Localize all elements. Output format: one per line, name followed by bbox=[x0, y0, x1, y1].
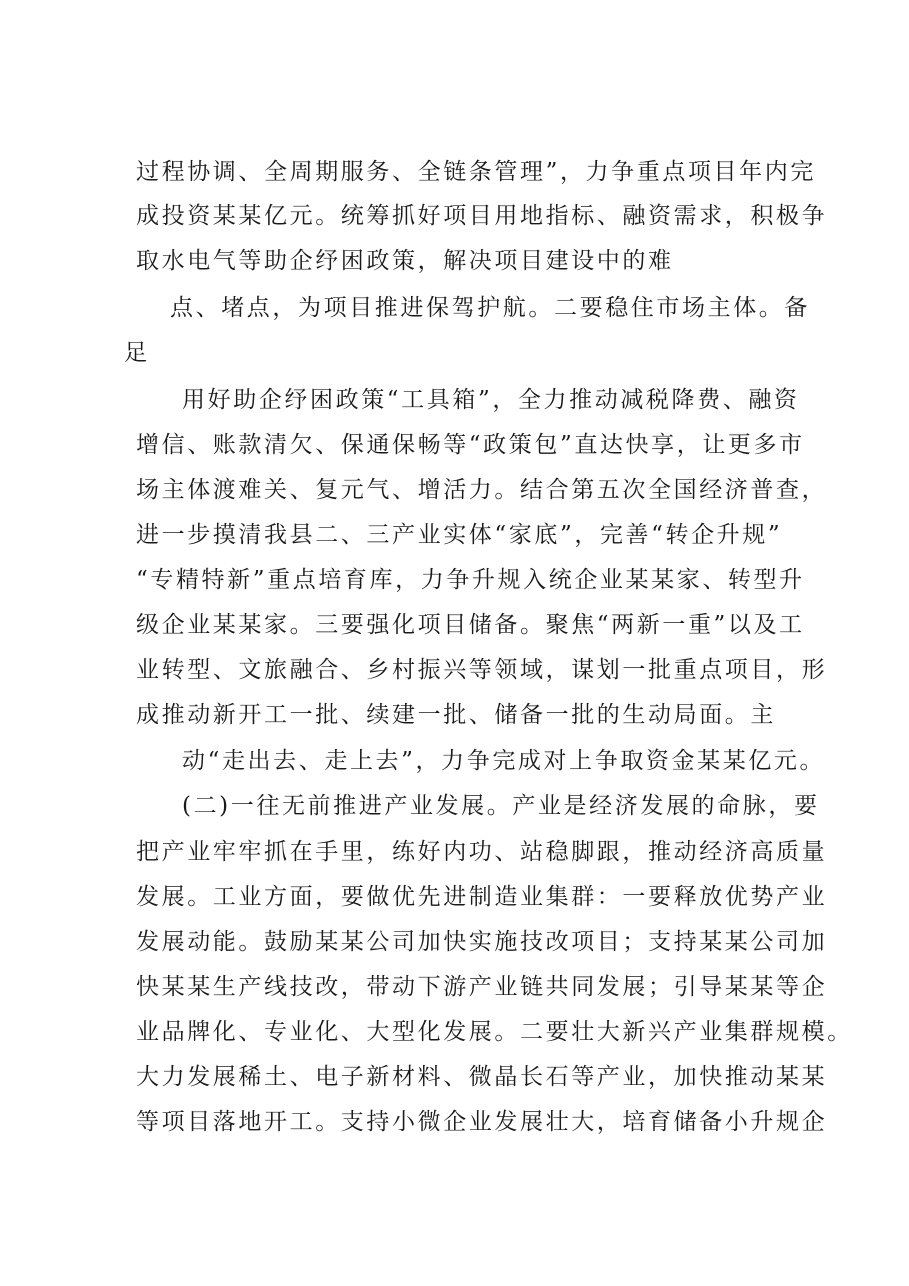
text-line: 动“走出去、走上去”，力争完成对上争取资金某某亿元。 bbox=[182, 748, 826, 774]
text-line: 用好助企纾困政策“工具箱”，全力推动减税降费、融资 bbox=[182, 387, 800, 413]
text-line: 取水电气等助企纾困政策，解决项目建设中的难 bbox=[136, 248, 674, 274]
text-line: 进一步摸清我县二、三产业实体“家底”，完善“转企升规” bbox=[136, 522, 783, 548]
text-line: 业转型、文旅融合、乡村振兴等领域，谋划一批重点项目，形 bbox=[136, 657, 828, 683]
text-line: 把产业牢牢抓在手里，练好内功、站稳脚跟，推动经济高质量 bbox=[136, 839, 828, 865]
text-line: 发展动能。鼓励某某公司加快实施技改项目；支持某某公司加 bbox=[136, 929, 828, 955]
text-line: 业品牌化、专业化、大型化发展。二要壮大新兴产业集群规模。 bbox=[136, 1019, 853, 1045]
text-line: 级企业某某家。三要强化项目储备。聚焦“两新一重”以及工 bbox=[136, 612, 805, 638]
text-line: 场主体渡难关、复元气、增活力。结合第五次全国经济普查， bbox=[136, 477, 828, 503]
text-line: 足 bbox=[124, 340, 150, 366]
text-line: 点、堵点，为项目推进保驾护航。二要稳住市场主体。备 bbox=[170, 295, 810, 321]
text-line: 发展。工业方面，要做优先进制造业集群：一要释放优势产业 bbox=[136, 884, 828, 910]
text-line: (二)一往无前推进产业发展。产业是经济发展的命脉，要 bbox=[182, 793, 820, 819]
text-line: 增信、账款清欠、保通保畅等“政策包”直达快享，让更多市 bbox=[136, 432, 805, 458]
text-line: 成推动新开工一批、续建一批、储备一批的生动局面。主 bbox=[136, 702, 776, 728]
text-line: “专精特新”重点培育库，力争升规入统企业某某家、转型升 bbox=[136, 567, 805, 593]
text-line: 成投资某某亿元。统筹抓好项目用地指标、融资需求，积极争 bbox=[136, 203, 828, 229]
text-line: 过程协调、全周期服务、全链条管理”，力争重点项目年内完 bbox=[136, 159, 816, 185]
text-line: 等项目落地开工。支持小微企业发展壮大，培育储备小升规企 bbox=[136, 1109, 828, 1135]
text-line: 大力发展稀土、电子新材料、微晶长石等产业，加快推动某某 bbox=[136, 1064, 828, 1090]
text-line: 快某某生产线技改，带动下游产业链共同发展；引导某某等企 bbox=[136, 974, 828, 1000]
